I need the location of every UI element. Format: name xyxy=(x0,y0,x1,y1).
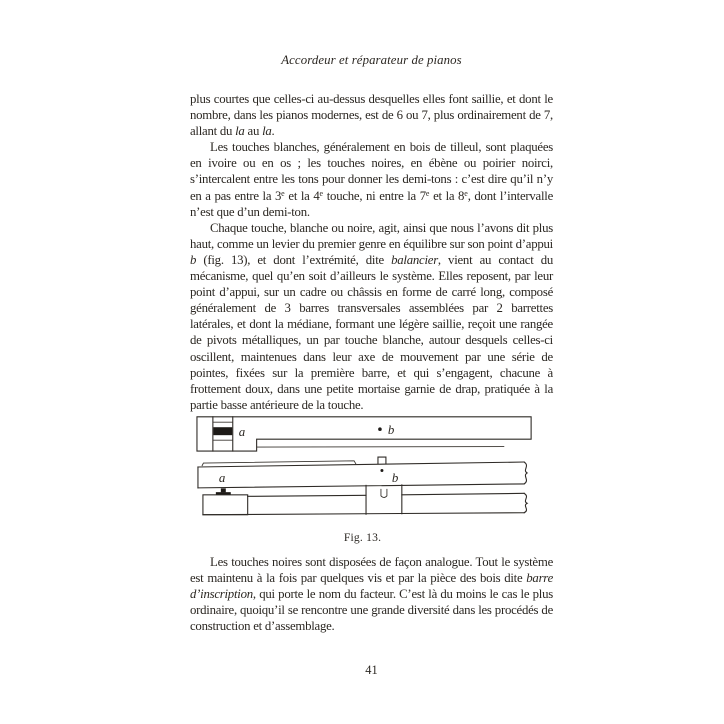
text-segment: e xyxy=(281,188,285,198)
text-segment: Les touches noires sont disposées de façon analogue. Tout le système est maintenu à la fois par quelques vis et par la pièce des bois dite xyxy=(190,554,553,586)
body-paragraphs-top xyxy=(190,91,553,413)
balance-pin xyxy=(378,457,386,463)
text-segment: plus courtes que celles-ci au-dessus desquelles elles font saillie, et dont le nombre, dans les pianos modernes, est de 6 ou 7, plus ordinairement de 7, allant du xyxy=(190,92,553,139)
text-segment: Les touches blanches, généralement en bois de tilleul, sont plaquées en ivoire ou en os ; les touches noires, en ébène ou poirier noirci, s’intercalent entre les tons pour donner les demi-tons : c’est dire qu’il n’y en a pas entre la 3 xyxy=(190,140,553,203)
key-front-black-band xyxy=(213,427,232,435)
figure-label-b-side: b xyxy=(391,469,399,485)
figure-label-a-top: a xyxy=(238,424,245,440)
text-segment: au xyxy=(244,124,263,139)
break-mark-key xyxy=(524,462,527,484)
text-segment: la xyxy=(262,124,272,139)
text-segment: et la 4 xyxy=(284,188,320,203)
paragraph xyxy=(190,91,553,139)
text-segment: touche, ni entre la 7 xyxy=(323,188,426,203)
paragraph xyxy=(190,139,553,219)
balance-point-dot-top xyxy=(378,427,382,431)
text-segment: (fig. 13), et dont l’extrémité, dite xyxy=(196,252,392,267)
front-rail-block xyxy=(203,495,248,515)
text-segment: b xyxy=(190,252,197,267)
paragraph xyxy=(190,220,553,413)
page-content xyxy=(190,91,553,634)
paragraph xyxy=(190,554,553,634)
text-segment: Chaque touche, blanche ou noire, agit, ainsi que nous l’avons dit plus haut, comme un levier du premier genre en équilibre sur son point d’appui xyxy=(190,220,553,251)
figure-key-top-view xyxy=(197,417,531,451)
figure-caption: Fig. 13. xyxy=(343,530,382,544)
figure-key-side-view xyxy=(198,457,527,493)
text-segment: balancier xyxy=(391,252,438,267)
text-segment: barre d’inscription xyxy=(190,571,553,602)
page-number: 41 xyxy=(365,663,378,677)
break-mark-frame xyxy=(524,493,527,512)
text-segment: et la 8 xyxy=(429,188,465,203)
figure-label-b-top: b xyxy=(387,422,395,438)
balance-rail-pin xyxy=(381,489,387,498)
figure-13-drawing xyxy=(190,414,553,517)
balance-point-dot-side xyxy=(380,469,383,472)
text-segment: . xyxy=(271,124,275,139)
text-segment: , vient au contact du mécanisme, quel qu’en soit d’ailleurs le système. Elles reposent, par leur point d’appui, sur un cadre ou châssis en forme de carré long, composé généralement de 3 barres transversales assemblées par 2 barrettes latérales, et dont la médiane, formant une légère saillie, reçoit une rangée de pivots métalliques, un par touche blanche, autour desquels celles-ci oscillent, maintenues dans leur axe de mouvement par une série de pointes, fixées sur la première barre, et qui s’engagent, chacune à frottement doux, dans une petite mortaise garnie de drap, pratiquée à la partie basse antérieure de la touche. xyxy=(190,252,554,412)
figure-keyframe-side-view xyxy=(203,485,527,515)
text-segment: , dont l’intervalle n’est que d’un demi-ton. xyxy=(190,188,554,219)
text-segment: , qui porte le nom du facteur. C’est là du moins le cas le plus ordinaire, quoiqu’il se rencontre une grande diversité dans les procédés de construction et d’assemblage. xyxy=(190,587,553,634)
text-segment: e xyxy=(319,188,324,198)
figure-label-a-side: a xyxy=(218,469,226,485)
running-header: Accordeur et réparateur de pianos xyxy=(281,53,462,67)
front-pivot-stub xyxy=(221,488,226,492)
text-segment: la xyxy=(235,124,245,139)
figure-13 xyxy=(190,414,553,517)
text-segment: e xyxy=(425,188,430,198)
text-segment: e xyxy=(464,188,468,198)
body-paragraphs-bottom xyxy=(190,554,553,634)
